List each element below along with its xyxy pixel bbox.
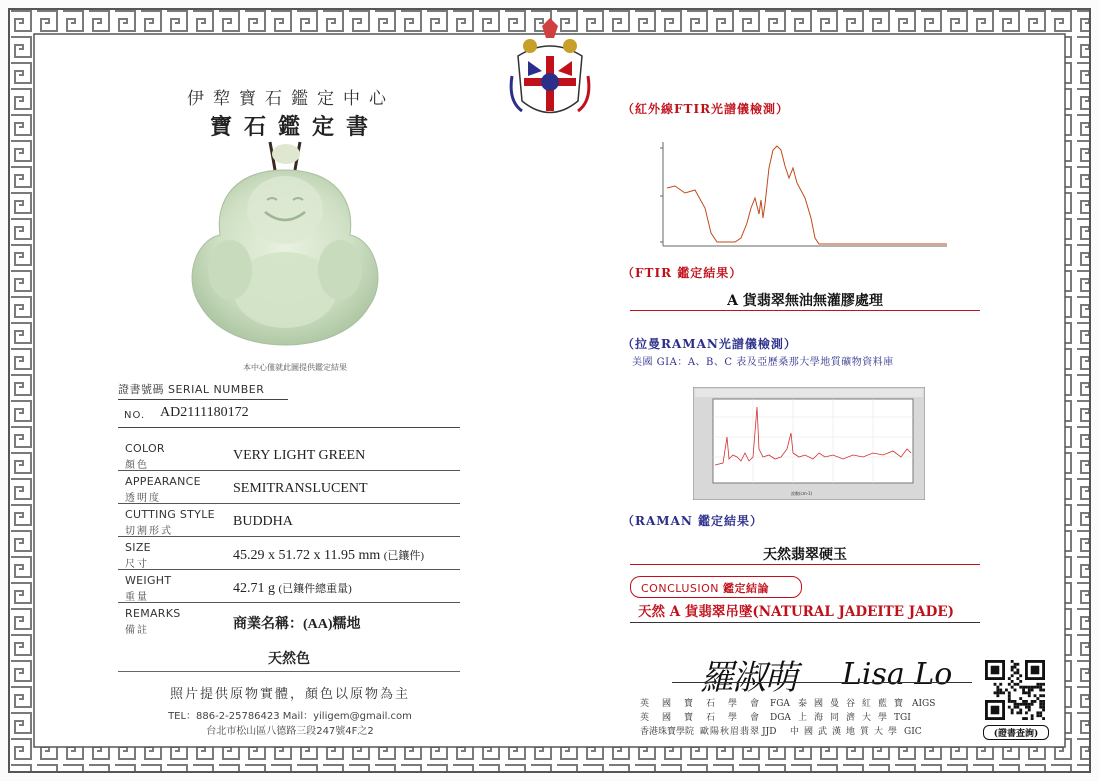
attr-value-text: 商業名稱：(AA)糯地 <box>233 617 361 632</box>
raman-xlabel: 波數(cm-1) <box>791 491 813 496</box>
affiliation-text: DGA <box>770 713 791 723</box>
affiliation-text: 上 <box>798 713 808 723</box>
affiliation-text: 國 <box>662 699 672 709</box>
affiliation-text: 海 <box>814 713 824 723</box>
serial-heading: 證書號碼 SERIAL NUMBER <box>118 381 288 400</box>
signature-line <box>672 682 972 683</box>
raman-heading: （拉曼RAMAN光譜儀檢測） <box>622 337 797 351</box>
affiliation-text: 學 <box>728 713 738 723</box>
divider <box>630 564 980 565</box>
affiliation-text: 質 <box>860 727 870 737</box>
photo-caption: 本中心僅就此圖提供鑑定結果 <box>243 363 347 372</box>
conclusion-label-en: CONCLUSION <box>641 582 719 595</box>
ftir-result: A 貨翡翠無油無灌膠處理 <box>727 293 883 309</box>
attr-value-text: VERY LIGHT GREEN <box>233 448 366 463</box>
affiliation-text: 國 <box>662 713 672 723</box>
attr-label-zh: 切割形式 <box>125 526 173 537</box>
affiliation-text: 學 <box>728 699 738 709</box>
raman-result: 天然翡翠硬玉 <box>763 547 847 563</box>
attr-value <box>233 481 368 497</box>
raman-spectrum-chart <box>693 387 925 500</box>
conclusion-label <box>641 580 769 596</box>
divider <box>630 622 980 623</box>
affiliation-row <box>640 711 940 725</box>
attr-value <box>233 613 361 633</box>
attr-value <box>233 514 293 530</box>
affiliation-text: 英 <box>640 699 650 709</box>
affiliation-text: 香港珠寶學院 <box>640 727 695 737</box>
affiliation-text: 英 <box>640 713 650 723</box>
divider <box>118 671 460 672</box>
certificate-title: 寶石鑑定書 <box>209 114 380 140</box>
affiliation-text: 寶 <box>894 699 904 709</box>
affiliation-text: 泰 <box>798 699 808 709</box>
affiliation-text: FGA <box>770 699 790 709</box>
affiliation-text: 翠 <box>750 727 760 737</box>
serial-number: AD2111180172 <box>160 405 249 420</box>
attr-value-text: 42.71 g <box>233 581 275 596</box>
contact-line: TEL：886-2-25786423 Mail：yiligem@gmail.com <box>168 711 412 722</box>
ftir-spectrum-chart <box>655 138 950 250</box>
affiliation-text: TGI <box>894 713 911 723</box>
affiliation-text: 石 <box>706 713 716 723</box>
affiliation-row <box>640 725 940 739</box>
qr-label: (證書查詢) <box>983 725 1049 740</box>
affiliation-text: 學 <box>888 727 898 737</box>
attr-label-en: WEIGHT <box>125 574 172 587</box>
affiliation-text: GIC <box>904 727 922 737</box>
affiliation-text: 眉 <box>730 727 740 737</box>
affiliation-text: 石 <box>706 699 716 709</box>
attr-value-suffix: (已鑲件總重量) <box>278 583 352 595</box>
affiliation-text: 谷 <box>846 699 856 709</box>
attr-row-remarks <box>118 603 460 635</box>
attr-label-zh: 透明度 <box>125 493 161 504</box>
affiliation-text: 國 <box>804 727 814 737</box>
attr-value <box>233 547 424 564</box>
qr-code[interactable] <box>985 660 1045 720</box>
affiliation-text: 會 <box>750 699 760 709</box>
attr-row-cutting-style <box>118 504 460 537</box>
crest-logo <box>508 16 592 126</box>
raman-result-heading: （RAMAN 鑑定結果） <box>622 514 764 528</box>
affiliation-text: AIGS <box>912 699 936 709</box>
attr-label-zh: 顏色 <box>125 460 149 471</box>
signature-zh: 羅淑萌 <box>700 658 796 698</box>
affiliation-text: 地 <box>846 727 856 737</box>
ftir-heading: （紅外線FTIR光譜儀檢測） <box>622 102 790 116</box>
attr-label-en: REMARKS <box>125 607 181 620</box>
attr-value-text: 45.29 x 51.72 x 11.95 mm <box>233 548 381 563</box>
conclusion-text: 天然 A 貨翡翠吊墜(NATURAL JADEITE JADE) <box>638 604 954 620</box>
affiliation-text: 寶 <box>684 699 694 709</box>
center-name: 伊犂寶石鑑定中心 <box>187 89 395 109</box>
attr-label-zh: 備註 <box>125 625 149 636</box>
attr-value-text: BUDDHA <box>233 514 293 529</box>
attr-label-zh: 尺寸 <box>125 559 149 570</box>
affiliation-text: 寶 <box>684 713 694 723</box>
affiliation-text: 中 <box>790 727 800 737</box>
affiliation-text: 秋 <box>720 727 730 737</box>
affiliation-text: 濟 <box>846 713 856 723</box>
affiliation-text: 會 <box>750 713 760 723</box>
affiliation-text: 歐 <box>700 727 710 737</box>
attr-label-en: CUTTING STYLE <box>125 508 215 521</box>
attr-label-en: COLOR <box>125 442 165 455</box>
affiliation-text: 同 <box>830 713 840 723</box>
affiliation-text: JJD <box>762 727 777 737</box>
affiliation-text: 陽 <box>710 727 720 737</box>
affiliation-text: 藍 <box>878 699 888 709</box>
gia-reference: 美國 GIA：A、B、C 表及亞歷桑那大學地質礦物資料庫 <box>632 357 894 368</box>
ftir-result-heading: （FTIR 鑑定結果） <box>622 266 743 280</box>
divider <box>630 310 980 311</box>
affiliation-text: 翡 <box>740 727 750 737</box>
attr-label-zh: 重量 <box>125 592 149 603</box>
attr-value <box>233 580 352 597</box>
attr-value-suffix: (已鑲件) <box>383 550 425 562</box>
affiliation-text: 大 <box>862 713 872 723</box>
attr-row-color <box>118 438 460 471</box>
attr-row-size <box>118 537 460 570</box>
attr-row-weight <box>118 570 460 603</box>
photo-note: 照片提供原物實體，顏色以原物為主 <box>169 687 410 702</box>
attr-row-appearance <box>118 471 460 504</box>
affiliation-text: 大 <box>874 727 884 737</box>
affiliation-text: 漢 <box>832 727 842 737</box>
natural-color-note: 天然色 <box>268 651 310 667</box>
serial-no-label: NO. <box>124 410 146 421</box>
affiliation-row <box>640 697 940 711</box>
affiliation-text: 曼 <box>830 699 840 709</box>
affiliation-text: 武 <box>818 727 828 737</box>
jade-pendant-photo <box>175 140 395 355</box>
signature-en: Lisa Lo <box>842 657 953 692</box>
address-line: 台北市松山區八德路三段247號4F之2 <box>206 726 374 737</box>
conclusion-label-zh: 鑑定結論 <box>723 582 769 595</box>
serial-row <box>118 405 460 428</box>
affiliation-text: 國 <box>814 699 824 709</box>
attr-value-text: SEMITRANSLUCENT <box>233 481 368 496</box>
attr-label-en: APPEARANCE <box>125 475 201 488</box>
attr-label-en: SIZE <box>125 541 151 554</box>
affiliation-text: 學 <box>878 713 888 723</box>
affiliations <box>640 697 940 739</box>
affiliation-text: 紅 <box>862 699 872 709</box>
attr-value <box>233 448 365 464</box>
